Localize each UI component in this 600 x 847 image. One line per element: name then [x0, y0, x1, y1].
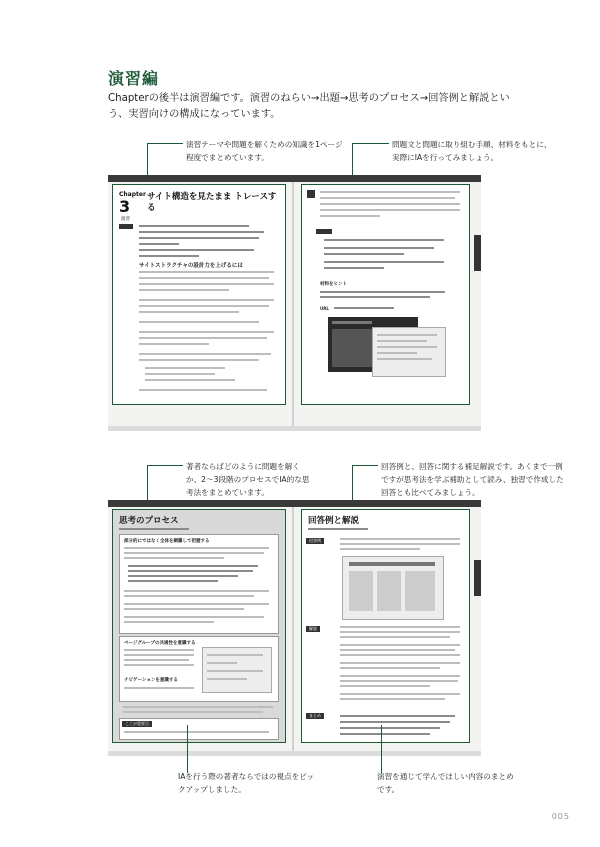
website-screenshot: [372, 327, 446, 377]
materials-box: [314, 277, 456, 387]
callout-bottom-right: 演習を通じて学んでほしい内容のまとめです。: [377, 772, 514, 794]
spread-mockup-2: [108, 500, 481, 756]
chapter-label: Chapter: [119, 191, 146, 198]
intro-text: Chapterの後半は演習編です。演習のねらい→出題→思考のプロセス→回答例と解説という、実習向けの構成になっています。: [108, 93, 510, 120]
callout-mid-left: 著者ならばどのように問題を解くか、2～3段階のプロセスでIA的な思考法をまとめています。: [186, 462, 310, 497]
spread-gutter: [292, 507, 294, 751]
answer-title: 回答例と解説: [308, 516, 360, 526]
spread-top-bar: [108, 175, 481, 182]
leader-line: [147, 465, 183, 466]
section-heading: 演習編: [108, 69, 160, 88]
process-box: [119, 636, 279, 702]
process-step-3: ナビゲーションを意識する: [124, 678, 178, 683]
chapter-number: 3: [119, 197, 131, 216]
diagram-image: [202, 647, 272, 693]
spread-bottom-bar: [108, 426, 481, 431]
spread-gutter: [292, 182, 294, 426]
commentary-label: 解説: [306, 626, 320, 632]
answer-sitemap-image: [342, 556, 444, 620]
bullet-icon: [307, 190, 315, 198]
label-marker: [119, 224, 133, 229]
callout-top-right: 問題文と問題に取り組む手順、材料をもとに、実際にIAを行ってみましょう。: [392, 140, 552, 162]
callout-bottom-left: IAを行う際の著者ならではの視点をピックアップしました。: [178, 772, 315, 794]
section-title: サイトストラクチャの設計力を上げるには: [139, 263, 243, 269]
answer-label: 回答例: [306, 538, 324, 544]
process-step-1: 部分的にではなく全体を網羅して把握する: [124, 539, 210, 544]
leader-line: [352, 143, 389, 144]
exercise-theme-page: [112, 184, 286, 405]
chapter-tab: [474, 560, 481, 596]
thought-process-title: 思考のプロセス: [119, 516, 179, 526]
page-title: サイト構造を見たまま トレースする: [147, 192, 277, 213]
leader-line: [352, 465, 378, 466]
key-point-box: [119, 718, 279, 740]
materials-heading: 材料をヒント: [320, 282, 347, 287]
leader-line: [147, 143, 183, 144]
spread-top-bar: [108, 500, 481, 507]
chapter-sub: 演習: [121, 217, 130, 222]
key-point-label: ここが重要点: [122, 721, 152, 727]
callout-mid-right: 回答例と、回答に関する補足解説です。あくまで一例ですが思考法を学ぶ補助として読み、独習で作成した回答とも比べてみましょう。: [381, 462, 564, 497]
summary-label: まとめ: [306, 713, 324, 719]
chapter-tab: [474, 235, 481, 271]
answer-page: [301, 509, 470, 743]
callout-top-left: 演習テーマや問題を解くための知識を1ページ程度でまとめています。: [186, 140, 343, 162]
page-number: 005: [551, 812, 570, 821]
label-marker: [316, 229, 332, 234]
spread-bottom-bar: [108, 751, 481, 756]
process-box: [119, 534, 279, 634]
leader-line: [187, 725, 188, 773]
spread-mockup-1: [108, 175, 481, 431]
leader-line: [381, 725, 382, 773]
process-step-2: ページグループの共通性を意識する: [124, 641, 196, 646]
exercise-problem-page: [301, 184, 470, 405]
url-label: URL: [320, 306, 329, 311]
thought-process-page: [112, 509, 286, 743]
